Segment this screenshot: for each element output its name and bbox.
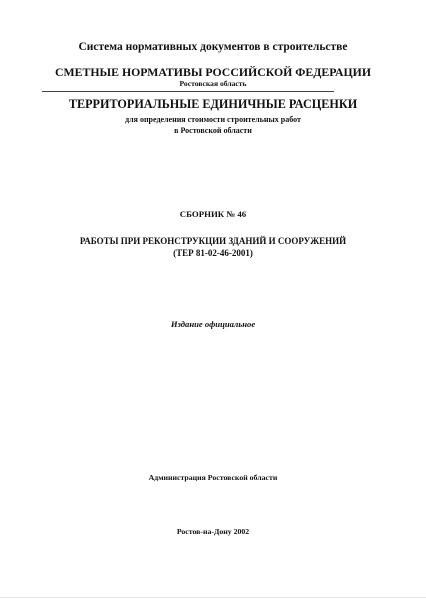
- region-label: Ростовская область: [179, 79, 247, 88]
- subtitle-line-1: для определения стоимости строительных работ: [125, 115, 301, 124]
- collection-number: СБОРНИК № 46: [179, 209, 247, 219]
- series-title: Система нормативных документов в строительстве: [78, 41, 348, 53]
- collection-name: РАБОТЫ ПРИ РЕКОНСТРУКЦИИ ЗДАНИЙ И СООРУЖЕНИЙ: [79, 236, 347, 246]
- norms-title: СМЕТНЫЕ НОРМАТИВЫ РОССИЙСКОЙ ФЕДЕРАЦИИ: [54, 65, 372, 79]
- page-bottom-edge: [0, 597, 426, 598]
- place-and-year: Ростов-на-Дону 2002: [176, 527, 250, 536]
- subtitle-line-2: в Ростовской области: [174, 126, 252, 135]
- publisher: Администрация Ростовской области: [148, 473, 278, 482]
- header-divider: [42, 91, 334, 92]
- main-title: ТЕРРИТОРИАЛЬНЫЕ ЕДИНИЧНЫЕ РАСЦЕНКИ: [68, 97, 358, 111]
- edition-label: Издание официальное: [170, 319, 256, 329]
- collection-code: (ТЕР 81-02-46-2001): [173, 248, 253, 258]
